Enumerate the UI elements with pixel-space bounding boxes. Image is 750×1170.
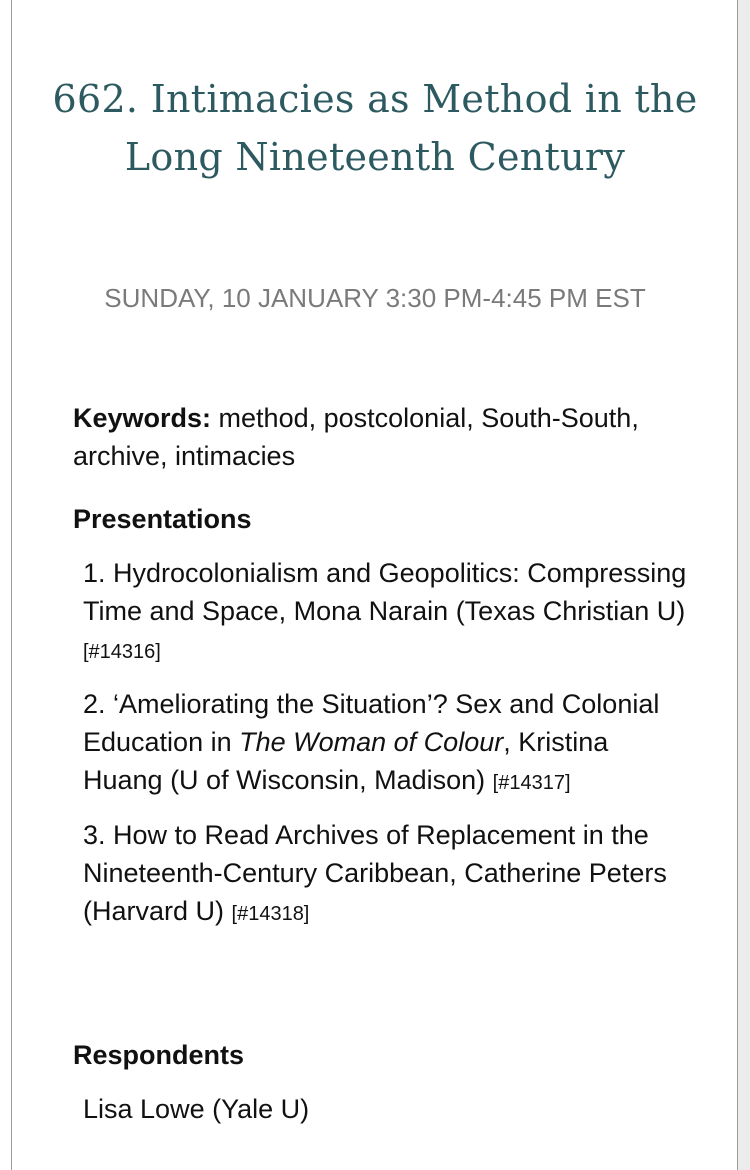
presentations-heading: Presentations	[73, 504, 252, 534]
right-scrollbar-track[interactable]	[737, 0, 750, 1170]
presentation-item	[83, 685, 693, 802]
presentation-presenter: , Kristina Huang (U of Wisconsin, Madison)	[83, 727, 609, 795]
respondents-heading: Respondents	[73, 1040, 245, 1070]
keywords-label: Keywords:	[73, 403, 212, 433]
presentation-presenter: , Mona Narain (Texas Christian U)	[278, 596, 686, 626]
respondent-name: Lisa Lowe (Yale U)	[83, 1094, 310, 1124]
keywords	[73, 399, 673, 475]
presentation-title: 2. ‘Ameliorating the Situation’? Sex and Colonial Education in	[83, 689, 660, 757]
presentation-item	[83, 816, 693, 933]
presentation-title: 3. How to Read Archives of Replacement in the Nineteenth-Century Caribbean	[83, 820, 649, 888]
presentation-id: [#14318]	[231, 903, 310, 925]
session-time: SUNDAY, 10 JANUARY 3:30 PM-4:45 PM EST	[104, 283, 646, 313]
presentation-item	[83, 554, 693, 671]
presentation-title: 1. Hydrocolonialism and Geopolitics: Compressing Time and Space	[83, 558, 687, 626]
presentation-title-italic: The Woman of Colour	[239, 727, 504, 757]
presentations-list	[83, 554, 693, 947]
left-page-edge	[0, 0, 12, 1170]
session-title: 662. Intimacies as Method in the Long Nineteenth Century	[52, 77, 698, 179]
keywords-value: method, postcolonial, South-South, archive, intimacies	[73, 403, 639, 471]
presentation-presenter: , Catherine Peters (Harvard U)	[83, 858, 667, 926]
presentation-id: [#14316]	[83, 641, 161, 663]
presentation-id: [#14317]	[492, 772, 571, 794]
